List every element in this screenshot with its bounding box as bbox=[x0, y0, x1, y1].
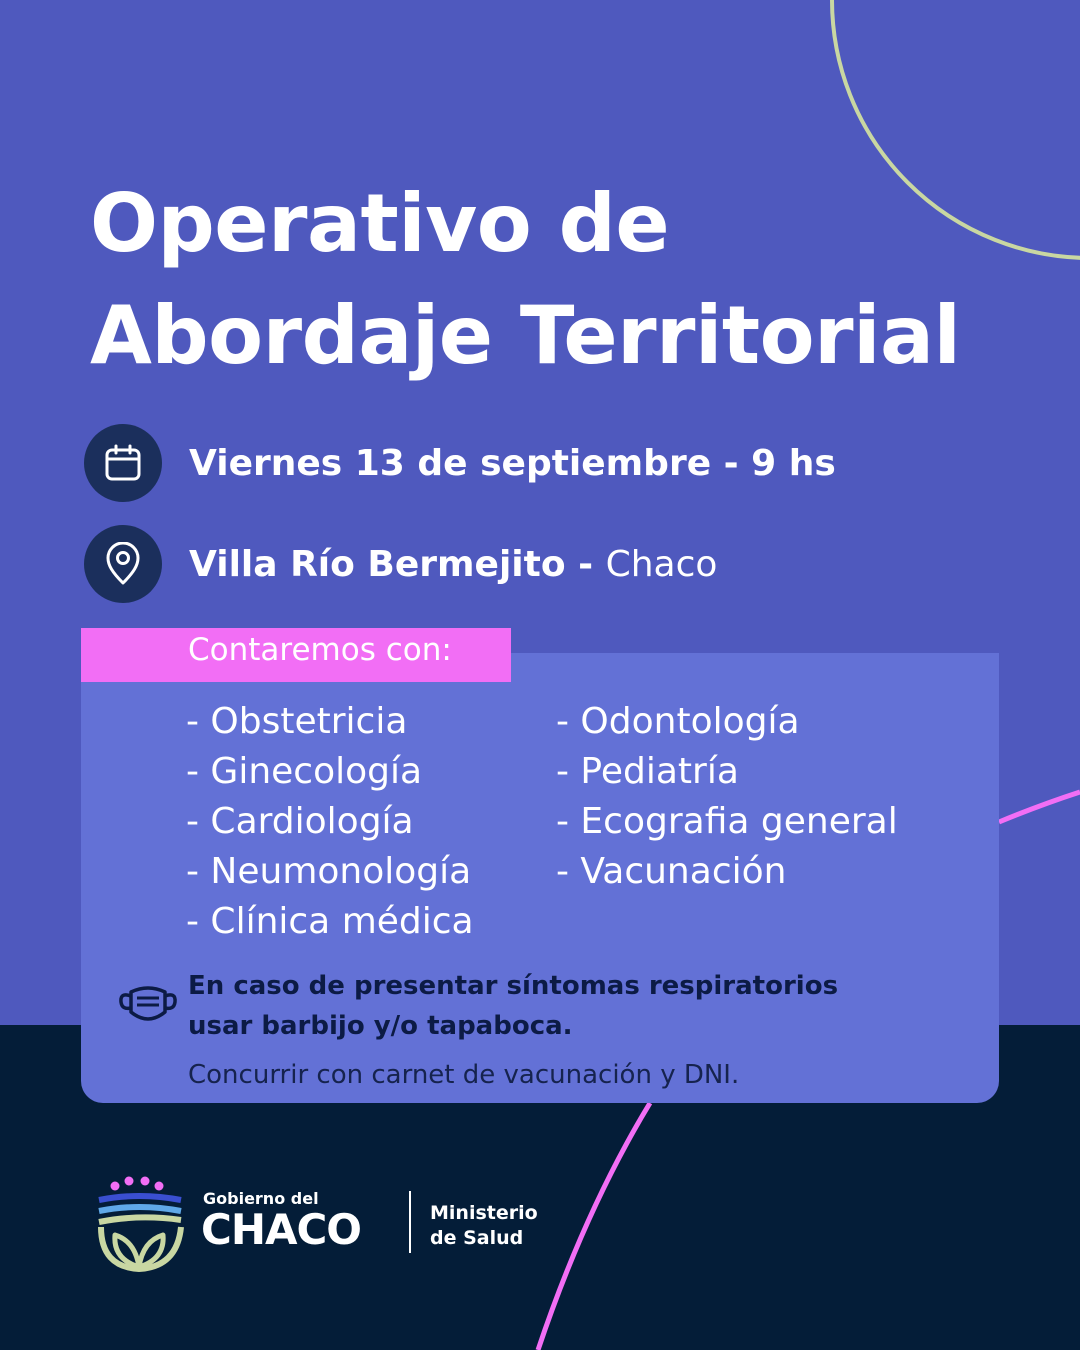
face-mask-icon bbox=[117, 978, 179, 1030]
ministerio-label bbox=[430, 1201, 538, 1251]
service-item: - Neumonología bbox=[186, 851, 472, 892]
service-item: - Ginecología bbox=[186, 751, 423, 792]
service-item: - Vacunación bbox=[556, 851, 787, 892]
location-place: Villa Río Bermejito bbox=[189, 543, 566, 585]
warning-line-2: usar barbijo y/o tapaboca. bbox=[188, 1011, 573, 1041]
location-row bbox=[84, 525, 717, 603]
services-heading: Contaremos con: bbox=[188, 632, 452, 668]
services-heading-tab bbox=[81, 628, 511, 682]
gobierno-label: Gobierno del bbox=[203, 1189, 319, 1208]
services-list-column-2 bbox=[556, 697, 898, 897]
event-location bbox=[189, 544, 717, 585]
page-title bbox=[90, 168, 960, 392]
warning-line-1: En caso de presentar síntomas respiratorios bbox=[188, 971, 839, 1001]
service-item: - Cardiología bbox=[186, 801, 414, 842]
ministerio-line-2: de Salud bbox=[430, 1227, 524, 1249]
chaco-emblem-icon bbox=[95, 1175, 187, 1275]
title-line-2: Abordaje Territorial bbox=[90, 289, 961, 382]
event-date: Viernes 13 de septiembre - 9 hs bbox=[189, 442, 836, 484]
title-line-1: Operativo de bbox=[90, 177, 670, 270]
decorative-pink-line-right bbox=[999, 792, 1080, 822]
service-item: - Pediatría bbox=[556, 751, 739, 792]
service-item: - Ecografia general bbox=[556, 801, 898, 842]
logo-divider bbox=[409, 1191, 411, 1253]
location-pin-icon bbox=[84, 525, 162, 603]
decorative-pink-line-bottom bbox=[538, 1103, 650, 1350]
footer-logo bbox=[95, 1175, 545, 1275]
date-row bbox=[84, 424, 836, 502]
service-item: - Clínica médica bbox=[186, 901, 474, 942]
calendar-icon bbox=[84, 424, 162, 502]
chaco-wordmark: CHACO bbox=[201, 1205, 362, 1254]
service-item: - Obstetricia bbox=[186, 701, 408, 742]
location-separator: - bbox=[565, 543, 606, 585]
respiratory-warning bbox=[188, 966, 838, 1046]
requirements-note: Concurrir con carnet de vacunación y DNI. bbox=[188, 1060, 740, 1090]
location-province: Chaco bbox=[605, 543, 718, 585]
services-list-column-1 bbox=[186, 697, 474, 947]
service-item: - Odontología bbox=[556, 701, 800, 742]
ministerio-line-1: Ministerio bbox=[430, 1202, 538, 1224]
